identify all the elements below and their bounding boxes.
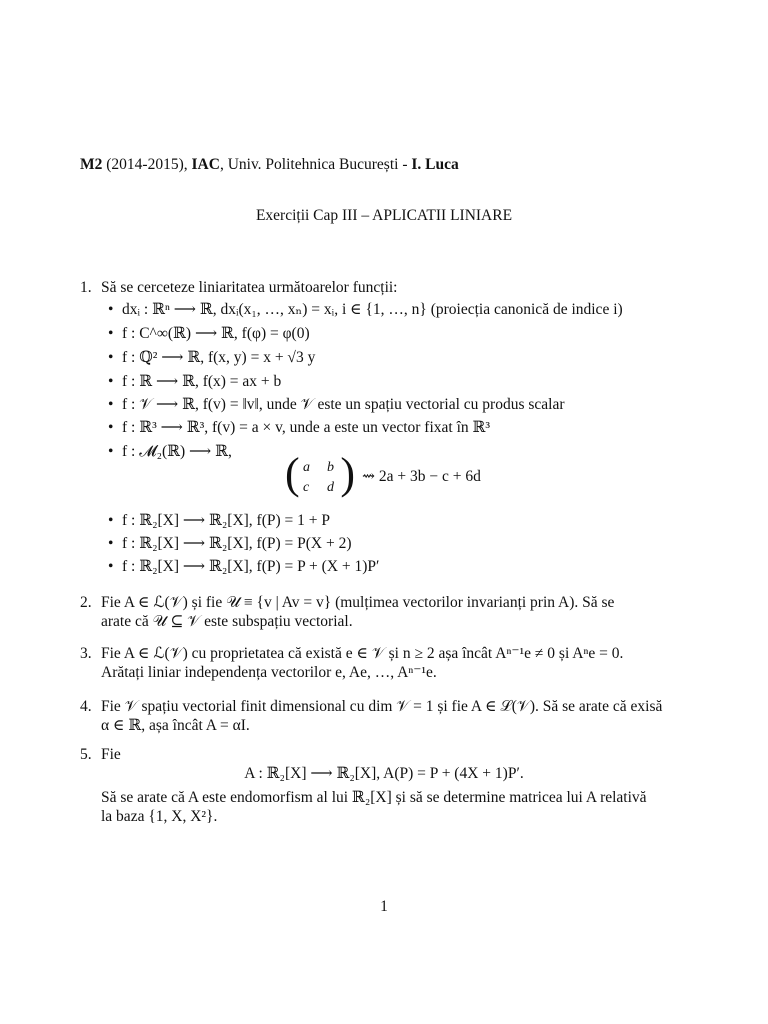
bullet-icon: • (108, 325, 114, 342)
exercise-5-equation: A : ℝ₂[X] ⟶ ℝ₂[X], A(P) = P + (4X + 1)P′. (244, 765, 524, 782)
matrix-2x2 (285, 449, 355, 499)
bullet-text: f : C^∞(ℝ) ⟶ ℝ, f(φ) = φ(0) (122, 325, 310, 342)
bullet-icon: • (108, 396, 114, 413)
bullet-icon: • (108, 419, 114, 436)
exercise-3-line: Arătați liniar independența vectorilor e, Ae, …, Aⁿ⁻¹e. (101, 664, 437, 681)
bullet-text: f : 𝒱 ⟶ ℝ, f(v) = ‖v‖, unde 𝒱 este un spațiu vectorial cu produs scalar (122, 396, 565, 413)
matrix-cell: c (303, 480, 310, 495)
matrix-map-expression: ⇝ 2a + 3b − c + 6d (362, 468, 481, 485)
bullet-icon: • (108, 512, 114, 529)
right-paren: ) (340, 449, 355, 498)
document-header (80, 155, 459, 175)
exercise-1-bullet (108, 442, 232, 462)
exercise-1-bullet (108, 511, 330, 531)
exercise-4-line: α ∈ ℝ, așa încât A = αI. (101, 717, 250, 734)
bullet-icon: • (108, 535, 114, 552)
exercise-1-bullet (108, 300, 623, 320)
bullet-text: f : ℝ³ ⟶ ℝ³, f(v) = a × v, unde a este un vector fixat în ℝ³ (122, 419, 491, 436)
bullet-icon: • (108, 301, 114, 318)
exercise-2-line: Fie A ∈ ℒ(𝒱) și fie 𝒰 ≡ {v | Av = v} (mulțimea vectorilor invarianți prin A). Să se (101, 594, 615, 611)
exercise-5-line: la baza {1, X, X²}. (101, 808, 218, 825)
program-name: IAC (191, 156, 220, 173)
bullet-text: f : ℝ₂[X] ⟶ ℝ₂[X], f(P) = 1 + P (122, 512, 331, 529)
exercise-5-intro: Fie (101, 746, 121, 763)
exercise-1-bullet (108, 324, 310, 344)
matrix-cell: d (327, 480, 334, 495)
bullet-text: f : ℝ₂[X] ⟶ ℝ₂[X], f(P) = P + (X + 1)P′ (122, 558, 380, 575)
exercise-2-line: arate că 𝒰 ⊆ 𝒱 este subspațiu vectorial. (101, 613, 353, 630)
exercise-5-number: 5. (80, 746, 92, 763)
course-code: M2 (80, 156, 103, 173)
bullet-text: f : ℚ² ⟶ ℝ, f(x, y) = x + √3 y (122, 349, 316, 366)
bullet-icon: • (108, 558, 114, 575)
university-name: , Univ. Politehnica București - (219, 156, 408, 173)
document-subtitle: Exerciții Cap III – APLICATII LINIARE (255, 207, 513, 224)
exercise-5-line: Să se arate că A este endomorfism al lui ℝ₂[X] și să se determine matricea lui A relativă (101, 789, 647, 806)
bullet-icon: • (108, 373, 114, 390)
exercise-1-bullet (108, 395, 565, 415)
exercise-1-number: 1. (80, 279, 92, 296)
exercise-4-number: 4. (80, 698, 92, 715)
exercise-1-bullet (108, 372, 281, 392)
bullet-text: dxᵢ : ℝⁿ ⟶ ℝ, dxᵢ(x₁, …, xₙ) = xᵢ, i ∈ {1, …, n} (proiecția canonică de indice i) (122, 301, 623, 318)
exercise-4-line: Fie 𝒱 spațiu vectorial finit dimensional cu dim 𝒱 = 1 și fie A ∈ ℒ(𝒱). Să se arate că exisă (101, 698, 663, 715)
exercise-1-bullet (108, 534, 352, 554)
exercise-3-number: 3. (80, 645, 92, 662)
bullet-text: f : ℝ₂[X] ⟶ ℝ₂[X], f(P) = P(X + 2) (122, 535, 352, 552)
exercise-2-number: 2. (80, 594, 92, 611)
course-years: (2014-2015), (106, 156, 188, 173)
author-name: I. Luca (411, 156, 459, 173)
exercise-1-intro: Să se cerceteze liniaritatea următoarelor funcții: (101, 279, 398, 296)
matrix-cell: a (303, 460, 310, 475)
left-paren: ( (285, 449, 300, 498)
exercise-1-bullet (108, 557, 379, 577)
exercise-3-line: Fie A ∈ ℒ(𝒱) cu proprietatea că există e ∈ 𝒱 și n ≥ 2 așa încât Aⁿ⁻¹e ≠ 0 și Aⁿe = 0. (101, 645, 624, 662)
exercise-1-bullet (108, 348, 315, 368)
bullet-text: f : 𝓜₂(ℝ) ⟶ ℝ, (122, 443, 232, 460)
page-number: 1 (380, 898, 388, 915)
bullet-icon: • (108, 443, 114, 460)
bullet-text: f : ℝ ⟶ ℝ, f(x) = ax + b (122, 373, 282, 390)
matrix-cell: b (327, 460, 334, 475)
exercise-1-bullet (108, 418, 490, 438)
bullet-icon: • (108, 349, 114, 366)
